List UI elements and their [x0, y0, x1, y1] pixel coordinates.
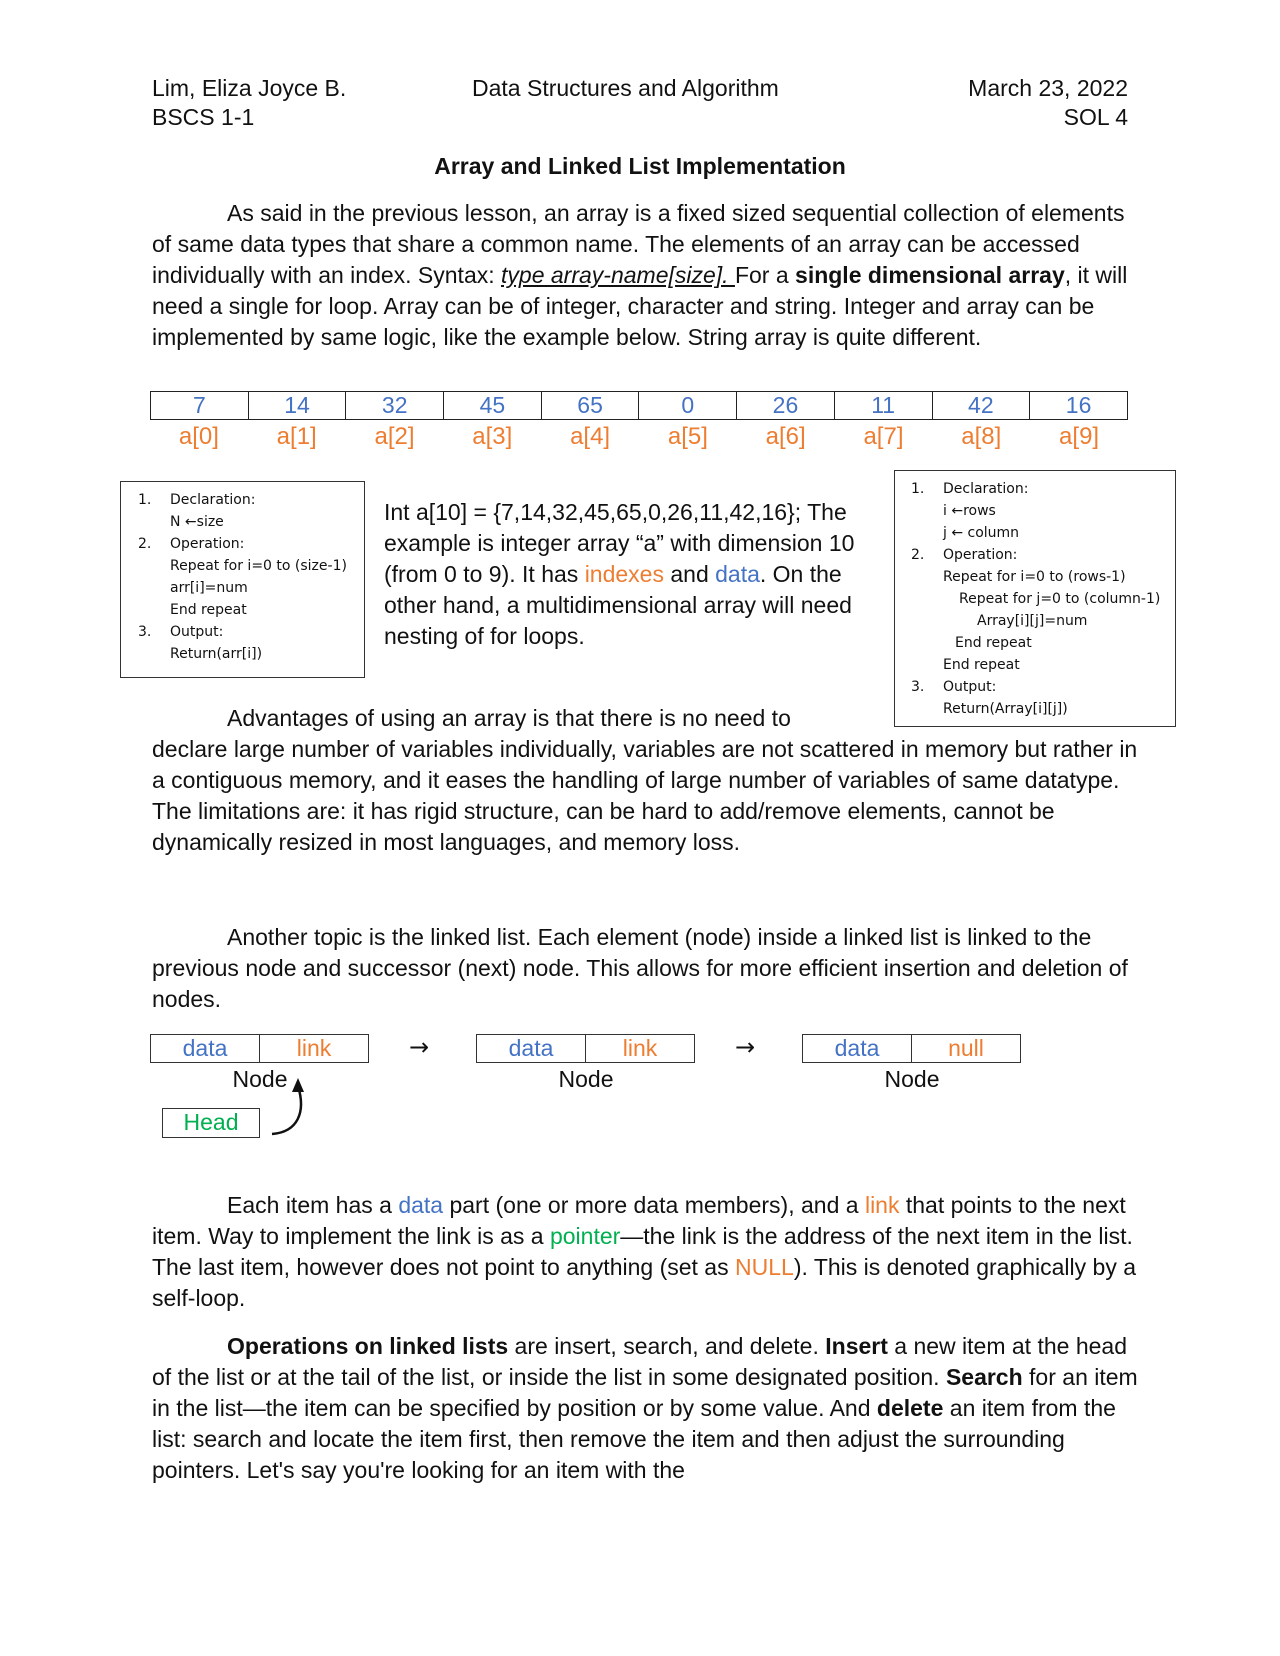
array-index-label: a[7] [863, 423, 904, 450]
node-data-cell: data [508, 1035, 554, 1061]
author-name: Lim, Eliza Joyce B. [152, 75, 347, 101]
code-line: Return(Array[i][j]) [943, 701, 1068, 717]
code-line: Repeat for j=0 to (column-1) [959, 591, 1161, 607]
array-index-label: a[9] [1059, 423, 1100, 450]
step-number: 3. [911, 679, 925, 695]
array-index-label: a[3] [472, 423, 513, 450]
bold-term: Search [945, 1364, 1023, 1390]
code-line: Repeat for i=0 to (size-1) [170, 558, 347, 574]
bold-term: Insert [825, 1333, 888, 1359]
text: —the link is the address of the next item in the list. The last item, however does not point to anything (set as [152, 1223, 1133, 1280]
array-index-label: a[0] [178, 423, 219, 450]
document-code: SOL 4 [1063, 104, 1128, 130]
linked-list-node-1 [150, 1034, 369, 1063]
array-index-label: a[4] [570, 423, 611, 450]
array-value-cell: 7 [151, 392, 249, 420]
head-pointer-box: Head [162, 1108, 260, 1138]
highlight-indexes: indexes [584, 561, 664, 587]
array-value-cell: 26 [737, 392, 835, 420]
code-line: End repeat [170, 602, 247, 618]
syntax-text: type array-name[size]. [501, 262, 735, 288]
array-index-label: a[1] [276, 423, 317, 450]
step-label: Output: [170, 624, 224, 640]
step-label: Operation: [943, 547, 1018, 563]
right-arrow-icon: → [735, 1033, 756, 1061]
text: , it will need a single for loop. Array can be of integer, character and string. Integer and array can be implemented by same logic, like the example below. String array is quite different. [152, 262, 1128, 350]
code-line: End repeat [955, 635, 1032, 651]
paragraph-array-advantages [152, 703, 1142, 858]
step-number: 1. [911, 481, 925, 497]
array-value-cell: 0 [639, 392, 737, 420]
step-number: 3. [138, 624, 152, 640]
array-value-cell: 11 [834, 392, 932, 420]
code-line: Array[i][j]=num [977, 613, 1088, 629]
text: for an item in the list—the item can be specified by position or by some value. And [152, 1364, 1138, 1421]
code-line: N ←size [170, 514, 224, 530]
code-line: Return(arr[i]) [170, 646, 263, 662]
paragraph-linked-list-intro [152, 922, 1142, 1015]
node-data-cell: data [834, 1035, 880, 1061]
document-date: March 23, 2022 [968, 75, 1128, 101]
step-number: 2. [138, 536, 152, 552]
text: Another topic is the linked list. Each element (node) inside a linked list is linked to the previous node and successor (next) node. This allows for more efficient insertion and deletion of nodes. [152, 924, 1128, 1012]
text: an item from the list: search and locate the item first, then remove the item and then adjust the surrounding pointers. Let's say you're looking for an item with the [152, 1395, 1116, 1483]
text: For a [734, 262, 796, 288]
code-line: End repeat [943, 657, 1020, 673]
text: As said in the previous lesson, an array is a fixed sized sequential collection of elements of same data types that share a common name. The elements of an array can be accessed individually with an index. Syntax: [152, 200, 1125, 288]
linked-list-node-3 [802, 1034, 1021, 1063]
text: . On the other hand, a multidimensional array will need nesting of for loops. [384, 561, 852, 649]
highlight-pointer: pointer [549, 1223, 621, 1249]
array-value-cell: 16 [1030, 392, 1128, 420]
array-index-row [150, 420, 1128, 454]
right-arrow-icon: → [409, 1033, 430, 1061]
bold-term: Operations on linked lists [227, 1333, 509, 1359]
code-line: i ←rows [943, 503, 996, 519]
highlight-data: data [715, 561, 760, 587]
node-link-cell: link [259, 1035, 368, 1062]
text: a new item at the head of the list or at the tail of the list, or inside the list in some designated position. [152, 1333, 1127, 1390]
course-title: Data Structures and Algorithm [472, 75, 779, 101]
array-values-table [150, 391, 1128, 420]
step-number: 2. [911, 547, 925, 563]
author-section: BSCS 1-1 [152, 104, 255, 130]
highlight-data: data [398, 1192, 444, 1218]
highlight-link: link [864, 1192, 900, 1218]
multi-array-pseudocode-box [894, 470, 1176, 727]
step-label: Declaration: [170, 492, 256, 508]
node-label: Node [884, 1066, 940, 1092]
array-value-cell: 14 [248, 392, 346, 420]
paragraph-linked-list-operations [152, 1331, 1142, 1486]
paragraph-array-intro [152, 198, 1142, 353]
step-label: Operation: [170, 536, 245, 552]
linked-list-node-2 [476, 1034, 695, 1063]
step-label: Output: [943, 679, 997, 695]
bold-term: delete [876, 1395, 944, 1421]
array-value-cell: 32 [346, 392, 444, 420]
bold-term: single dimensional array [795, 262, 1065, 288]
array-index-label: a[5] [667, 423, 708, 450]
array-index-label: a[8] [961, 423, 1002, 450]
highlight-null: NULL [735, 1254, 794, 1280]
text: ). This is denoted graphically by a self-loop. [152, 1254, 1137, 1311]
code-line: arr[i]=num [170, 580, 248, 596]
node-label: Node [558, 1066, 614, 1092]
node-label: Node [232, 1066, 288, 1092]
paragraph-linked-list-parts [152, 1190, 1142, 1314]
step-number: 1. [138, 492, 152, 508]
single-array-pseudocode-box [120, 481, 365, 678]
text: and [663, 561, 716, 587]
array-value-cell: 65 [541, 392, 639, 420]
text: Int a[10] = {7,14,32,45,65,0,26,11,42,16}; The example is integer array “a” with dimension 10 (from 0 to 9). It has [384, 499, 855, 587]
array-index-label: a[2] [374, 423, 415, 450]
integer-array-explanation [384, 497, 864, 652]
curved-arrow-icon [268, 1072, 318, 1142]
text: part (one or more data members), and a [443, 1192, 865, 1218]
node-data-cell: data [182, 1035, 228, 1061]
page-title: Array and Linked List Implementation [434, 153, 846, 179]
node-link-cell: link [585, 1035, 694, 1062]
text: Each item has a [227, 1192, 399, 1218]
node-null-cell: null [911, 1035, 1020, 1062]
text: that points to the next item. Way to implement the link is as a [152, 1192, 1126, 1249]
array-index-label: a[6] [765, 423, 806, 450]
text: declare large number of variables individually, variables are not scattered in memory but rather in a contiguous memory, and it eases the handling of large number of variables of same datatype. The limitations are: it has rigid structure, can be hard to add/remove elements, cannot be dynamically resized in most languages, and memory loss. [152, 736, 1138, 855]
code-line: j ← column [943, 525, 1020, 541]
array-value-cell: 42 [932, 392, 1030, 420]
array-value-cell: 45 [444, 392, 542, 420]
code-line: Repeat for i=0 to (rows-1) [943, 569, 1126, 585]
text: are insert, search, and delete. [508, 1333, 826, 1359]
text: Advantages of using an array is that there is no need to [227, 705, 791, 731]
step-label: Declaration: [943, 481, 1029, 497]
